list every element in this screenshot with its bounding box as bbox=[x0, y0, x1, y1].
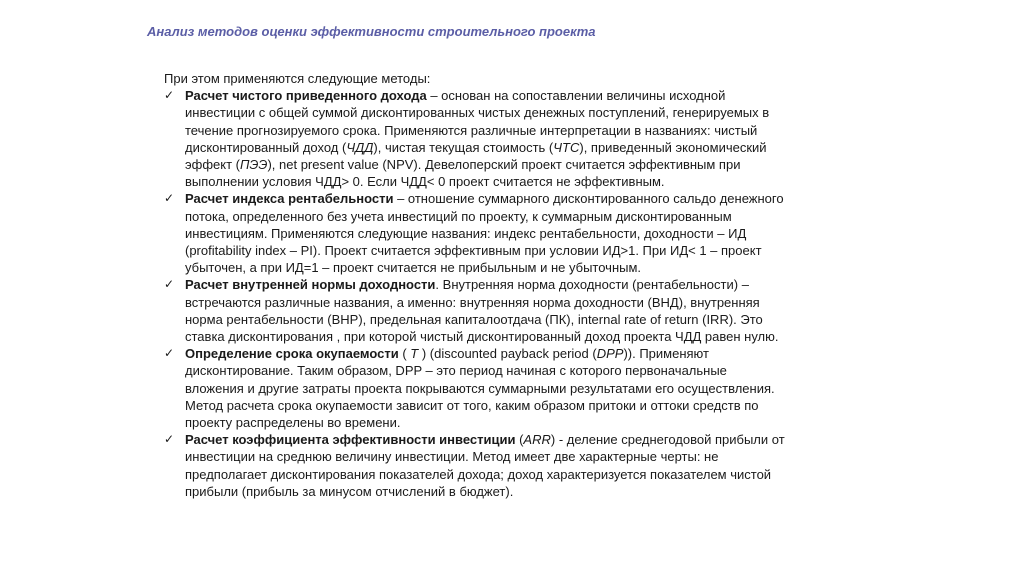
method-text-line bbox=[185, 397, 884, 414]
method-text-line bbox=[185, 173, 884, 190]
text-segment: инвестиции на среднюю величину инвестиции. Метод имеет две характерные черты: не bbox=[185, 449, 719, 465]
checkmark-icon: ✓ bbox=[164, 432, 175, 447]
checkmark-icon: ✓ bbox=[164, 191, 175, 206]
method-text-line bbox=[185, 466, 884, 483]
checkmark-icon: ✓ bbox=[164, 277, 175, 292]
method-item bbox=[164, 87, 884, 190]
method-text-line bbox=[185, 483, 884, 500]
method-text-line bbox=[185, 225, 884, 242]
method-text-line bbox=[185, 328, 884, 345]
method-text-line bbox=[185, 104, 884, 121]
text-segment: ), приведенный экономический bbox=[579, 139, 767, 155]
text-segment: дисконтированный доход ( bbox=[185, 139, 347, 155]
text-segment: течение прогнозируемого срока. Применяются различные интерпретации в названиях: чистый bbox=[185, 122, 758, 138]
method-title: Расчет внутренней нормы доходности bbox=[185, 277, 436, 293]
abbreviation-text: DPP bbox=[596, 346, 624, 362]
abbreviation-text: ПЭЭ bbox=[239, 157, 268, 173]
method-text-line bbox=[185, 380, 884, 397]
abbreviation-text: ЧДД bbox=[346, 139, 374, 155]
checkmark-icon: ✓ bbox=[164, 88, 175, 103]
text-segment: )). Применяют bbox=[623, 346, 709, 362]
method-item bbox=[164, 190, 884, 276]
text-segment: ( bbox=[398, 346, 411, 362]
text-segment: предполагает дисконтирования показателей дохода; доход характеризуется показателем чистой bbox=[185, 466, 772, 482]
method-text-line bbox=[185, 276, 884, 293]
text-segment: ), чистая текущая стоимость ( bbox=[373, 139, 554, 155]
text-segment: . Внутренняя норма доходности (рентабельности) – bbox=[435, 277, 749, 293]
text-segment: – отношение суммарного дисконтированного сальдо денежного bbox=[393, 191, 784, 207]
intro-text: При этом применяются следующие методы: bbox=[164, 71, 431, 86]
abbreviation-text: ЧТС bbox=[553, 139, 580, 155]
method-text-line bbox=[185, 87, 884, 104]
text-segment: убыточен, а при ИД=1 – проект считается не прибыльным и не убыточным. bbox=[185, 260, 642, 276]
abbreviation-text: T bbox=[410, 346, 419, 362]
text-segment: ) - деление среднегодовой прибыли от bbox=[550, 432, 785, 448]
method-item bbox=[164, 431, 884, 500]
method-text-line bbox=[185, 208, 884, 225]
text-segment: норма рентабельности (ВНР), предельная капиталоотдача (ПК), internal rate of return (IRR). Это bbox=[185, 311, 763, 327]
text-segment: проекту распределены во времени. bbox=[185, 415, 401, 431]
text-segment: выполнении условия ЧДД> 0. Если ЧДД< 0 проект считается не эффективным. bbox=[185, 174, 665, 190]
text-segment: ), net present value (NPV). Девелоперский проект считается эффективным при bbox=[267, 157, 741, 173]
method-text-line bbox=[185, 311, 884, 328]
method-text-line bbox=[185, 362, 884, 379]
text-segment: инвестиции с общей суммой дисконтированных чистых денежных поступлений, генерируемых в bbox=[185, 105, 770, 121]
method-title: Расчет индекса рентабельности bbox=[185, 191, 394, 207]
text-segment: дисконтирование. Таким образом, DPP – это период начиная с которого первоначальные bbox=[185, 363, 727, 379]
method-item bbox=[164, 345, 884, 431]
method-item bbox=[164, 276, 884, 345]
text-segment: эффект ( bbox=[185, 157, 240, 173]
method-text-line bbox=[185, 294, 884, 311]
text-segment: встречаются различные названия, а именно: внутренняя норма доходности (ВНД), внутренняя bbox=[185, 294, 760, 310]
method-text-line bbox=[185, 431, 884, 448]
method-title: Расчет чистого приведенного дохода bbox=[185, 88, 427, 104]
method-text-line bbox=[185, 242, 884, 259]
text-segment: вложения и другие затраты проекта покрываются суммарными результатами его осуществления. bbox=[185, 380, 775, 396]
slide-title: Анализ методов оценки эффективности строительного проекта bbox=[147, 24, 596, 39]
method-text-line bbox=[185, 139, 884, 156]
method-text-line bbox=[185, 156, 884, 173]
text-segment: ) (discounted payback period ( bbox=[418, 346, 597, 362]
abbreviation-text: ARR bbox=[523, 432, 551, 448]
slide-body bbox=[164, 70, 884, 500]
text-segment: – основан на сопоставлении величины исходной bbox=[426, 88, 726, 104]
text-segment: прибыли (прибыль за минусом отчислений в бюджет). bbox=[185, 483, 514, 499]
methods-list bbox=[164, 87, 884, 500]
method-text-line bbox=[185, 190, 884, 207]
method-title: Расчет коэффициента эффективности инвестиции bbox=[185, 432, 516, 448]
checkmark-icon: ✓ bbox=[164, 346, 175, 361]
method-title: Определение срока окупаемости bbox=[185, 346, 399, 362]
method-text-line bbox=[185, 122, 884, 139]
text-segment: инвестициям. Применяются следующие названия: индекс рентабельности, доходности – ИД bbox=[185, 225, 747, 241]
text-segment: Метод расчета срока окупаемости зависит от того, каким образом притоки и оттоки средств по bbox=[185, 397, 759, 413]
method-text-line bbox=[185, 414, 884, 431]
text-segment: ( bbox=[515, 432, 524, 448]
text-segment: потока, определенного без учета инвестиций по проекту, к суммарным дисконтированным bbox=[185, 208, 732, 224]
text-segment: ставка дисконтирования , при которой чистый дисконтированный доход проекта ЧДД равен нулю. bbox=[185, 329, 779, 345]
method-text-line bbox=[185, 345, 884, 362]
method-text-line bbox=[185, 259, 884, 276]
text-segment: (profitability index – PI). Проект считается эффективным при условии ИД>1. При ИД< 1 – проект bbox=[185, 243, 762, 259]
method-text-line bbox=[185, 448, 884, 465]
